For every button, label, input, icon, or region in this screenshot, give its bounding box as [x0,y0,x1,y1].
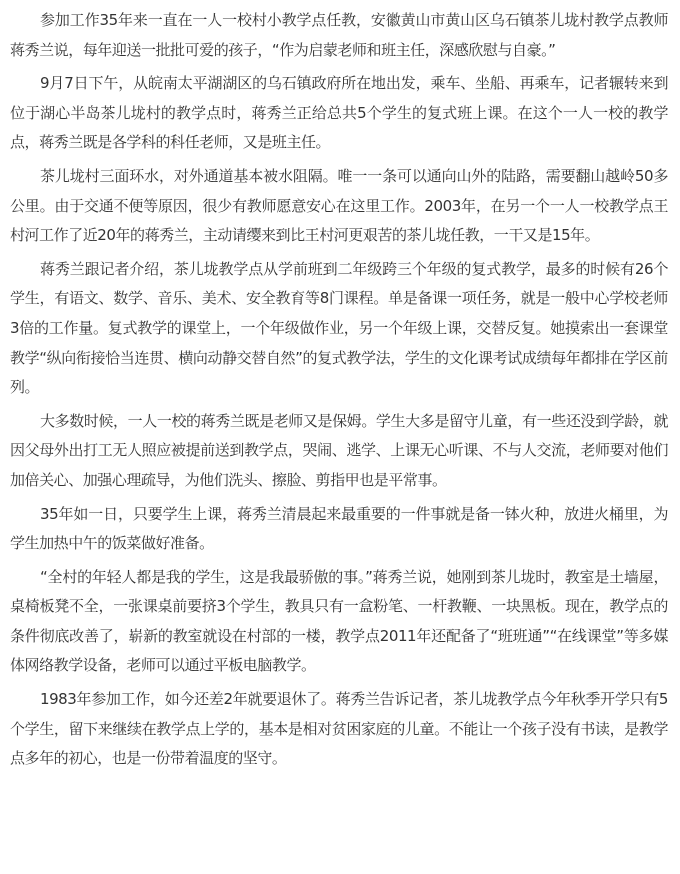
paragraph: 茶儿垅村三面环水，对外通道基本被水阻隔。唯一一条可以通向山外的陆路，需要翻山越岭50多公里。由于交通不便等原因，很少有教师愿意安心在这里工作。2003年，在另一个一人一校教学点王村河工作了近20年的蒋秀兰，主动请缨来到比王村河更艰苦的茶儿垅任教，一干又是15年。 [10,166,668,245]
paragraph: 参加工作35年来一直在一人一校村小教学点任教，安徽黄山市黄山区乌石镇茶儿垅村教学点教师蒋秀兰说，每年迎送一批批可爱的孩子，“作为启蒙老师和班主任，深感欣慰与自豪。” [10,11,668,59]
article-body [10,6,668,774]
paragraph: “全村的年轻人都是我的学生，这是我最骄傲的事。”蒋秀兰说，她刚到茶儿垅时，教室是土墙屋，桌椅板凳不全，一张课桌前要挤3个学生，教具只有一盒粉笔、一杆教鞭、一块黑板。现在，教学点的条件彻底改善了，崭新的教室就设在村部的一楼，教学点2011年还配备了“班班通”“在线课堂”等多媒体网络教学设备，老师可以通过平板电脑教学。 [10,567,668,675]
paragraph: 1983年参加工作，如今还差2年就要退休了。蒋秀兰告诉记者，茶儿垅教学点今年秋季开学只有5个学生，留下来继续在教学点上学的，基本是相对贫困家庭的儿童。不能让一个孩子没有书读，是教学点多年的初心，也是一份带着温度的坚守。 [10,690,668,768]
paragraph: 蒋秀兰跟记者介绍，茶儿垅教学点从学前班到二年级跨三个年级的复式教学，最多的时候有26个学生，有语文、数学、音乐、美术、安全教育等8门课程。单是备课一项任务，就是一般中心学校老师3倍的工作量。复式教学的课堂上，一个年级做作业，另一个年级上课，交替反复。她摸索出一套课堂教学“纵向衔接恰当连贯、横向动静交替自然”的复式教学法，学生的文化课考试成绩每年都排在学区前列。 [10,259,668,397]
paragraph: 35年如一日，只要学生上课，蒋秀兰清晨起来最重要的一件事就是备一钵火种，放进火桶里，为学生加热中午的饭菜做好准备。 [10,504,668,553]
paragraph: 大多数时候，一人一校的蒋秀兰既是老师又是保姆。学生大多是留守儿童，有一些还没到学龄，就因父母外出打工无人照应被提前送到教学点，哭闹、逃学、上课无心听课、不与人交流，老师要对他们加倍关心、加强心理疏导，为他们洗头、擦脸、剪指甲也是平常事。 [10,411,668,489]
paragraph: 9月7日下午，从皖南太平湖湖区的乌石镇政府所在地出发，乘车、坐船、再乘车，记者辗转来到位于湖心半岛茶儿垅村的教学点时，蒋秀兰正给总共5个学生的复式班上课。在这个一人一校的教学点，蒋秀兰既是各学科的科任老师，又是班主任。 [10,74,668,152]
